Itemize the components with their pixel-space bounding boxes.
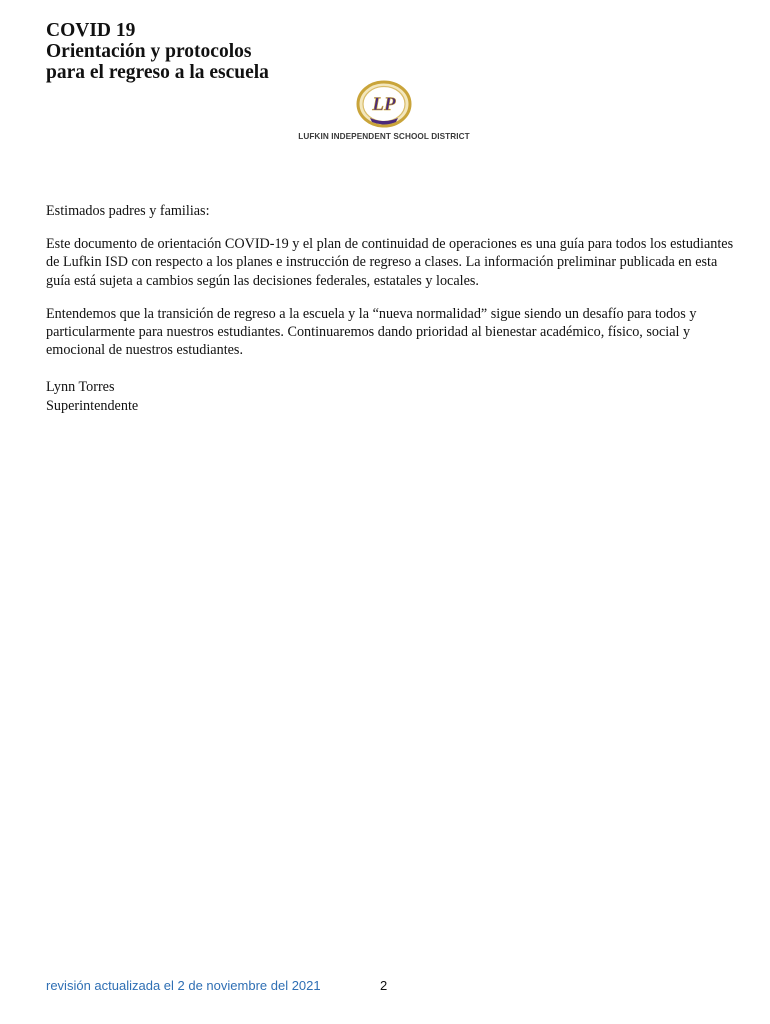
paragraph-1: Este documento de orientación COVID-19 y el plan de continuidad de operaciones es una guía para todos los estudiantes de Lufkin ISD con respecto a los planes e instrucción de regreso a clases. La información preliminar publicada en esta guía está sujeta a cambios según las decisiones federales, estatales y locales. <box>46 236 734 289</box>
district-logo <box>296 80 472 141</box>
title-line-3: para el regreso a la escuela <box>46 62 269 83</box>
lufkin-seal-icon <box>356 80 412 128</box>
letter-body <box>46 202 736 415</box>
signature-block <box>46 378 736 415</box>
title-line-2: Orientación y protocolos <box>46 41 252 62</box>
document-title <box>46 20 269 83</box>
signature-name: Lynn Torres <box>46 379 115 396</box>
page-number: 2 <box>380 978 388 993</box>
title-line-1: COVID 19 <box>46 20 136 41</box>
district-name: LUFKIN INDEPENDENT SCHOOL DISTRICT <box>298 132 470 141</box>
logo-monogram: LP <box>372 94 396 115</box>
revision-note: revisión actualizada el 2 de noviembre del 2021 <box>46 978 321 993</box>
signature-title: Superintendente <box>46 397 139 414</box>
paragraph-2: Entendemos que la transición de regreso a la escuela y la “nueva normalidad” sigue siendo un desafío para todos y particularmente para nuestros estudiantes. Continuaremos dando prioridad al bienestar académico, físico, social y emocional de nuestros estudiantes. <box>46 305 697 359</box>
greeting: Estimados padres y familias: <box>46 203 210 219</box>
